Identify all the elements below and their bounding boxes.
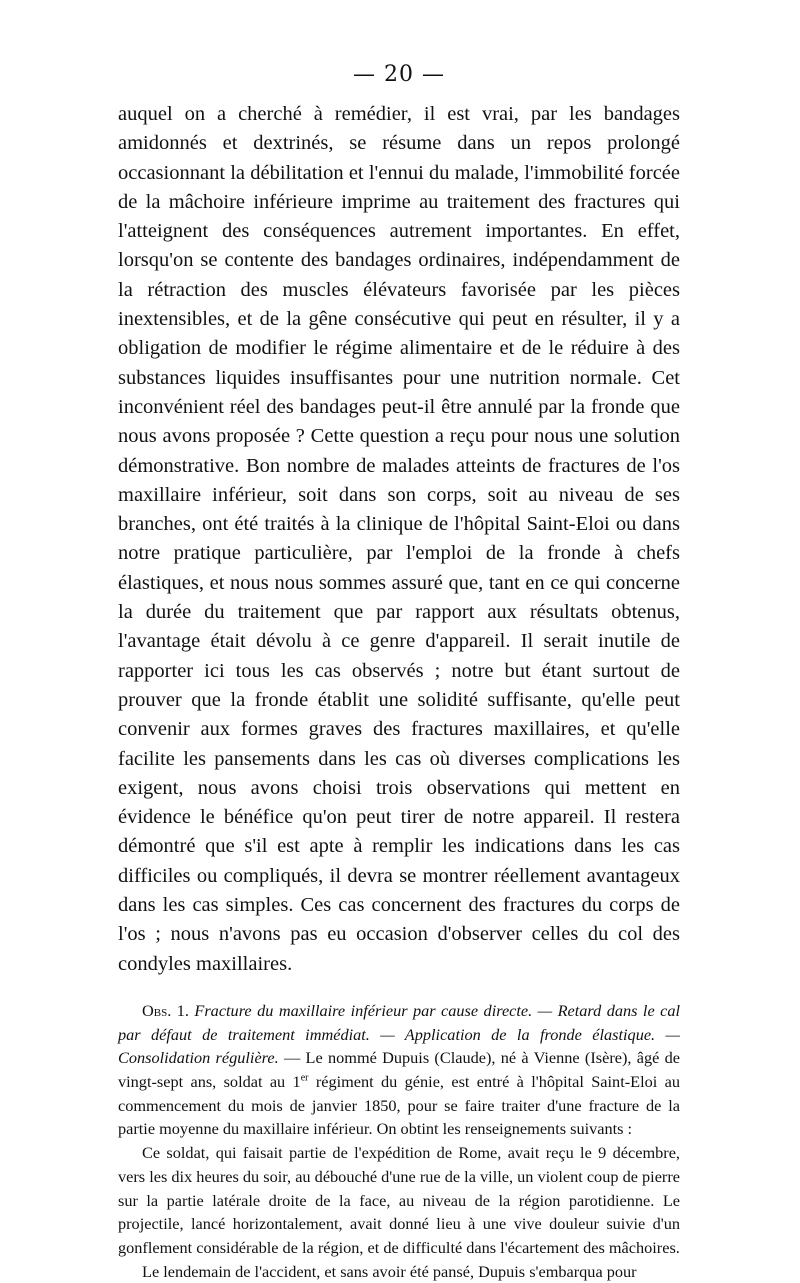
observation-paragraph	[118, 999, 680, 1141]
observation-text-end: régiment du génie, est entré à l'hôpital Saint-Eloi au commencement du mois de janvier 1850, pour se faire traiter d'une fracture de la partie moyenne du maxillaire inférieur. On obtint les renseignements suivants :	[118, 1072, 680, 1139]
observation-paragraph-3: Le lendemain de l'accident, et sans avoir été pansé, Dupuis s'embarqua pour	[142, 1261, 637, 1281]
ordinal-superscript: er	[300, 1072, 309, 1084]
observation-block	[118, 999, 680, 1141]
observation-title: Fracture du maxillaire inférieur par cause directe. — Retard dans le cal par défaut de traitement immédiat. — Application de la fronde élastique. — Consolidation régulière.	[118, 1000, 680, 1068]
page-number: — 20 —	[353, 62, 445, 87]
main-paragraph: auquel on a cherché à remédier, il est vrai, par les bandages amidonnés et dextrinés, se résume dans un repos prolongé occasionnant la débilitation et l'ennui du malade, l'immobilité forcée de la mâchoire inférieure imprime au traitement des fractures qui l'atteignent des conséquences autrement importantes. En effet, lorsqu'on se contente des bandages ordinaires, indépendamment de la rétraction des muscles élévateurs favorisée par les pièces inextensibles, et de la gêne consécutive qui peut en résulter, il y a obligation de modifier le régime alimentaire et de le réduire à des substances liquides insuffisantes pour une nutrition normale. Cet inconvénient réel des bandages peut-il être annulé par la fronde que nous avons proposée ? Cette question a reçu pour nous une solution démonstrative. Bon nombre de malades atteints de fractures de l'os maxillaire inférieur, soit dans son corps, soit au niveau de ses branches, ont été traités à la clinique de l'hôpital Saint-Eloi ou dans notre pratique particulière, par l'emploi de la fronde à chefs élastiques, et nous nous sommes assuré que, tant en ce qui concerne la durée du traitement que par rapport aux résultats obtenus, l'avantage était dévolu à ce genre d'appareil. Il serait inutile de rapporter ici tous les cas observés ; notre but étant surtout de prouver que la fronde établit une solidité suffisante, qu'elle peut convenir aux formes graves des fractures maxillaires, et qu'elle facilite les pansements dans les cas où diverses complications les exigent, nous avons choisi trois observations qui mettent en évidence le bénéfice qu'on peut tirer de notre appareil. Il restera démontré que s'il est apte à remplir les indications dans les cas difficiles ou compliqués, il devra se montrer réellement avantageux dans les cas simples. Ces cas concernent des fractures du corps de l'os ; nous n'avons pas eu occasion d'observer celles du col des condyles maxillaires.	[118, 103, 680, 975]
document-page	[118, 62, 680, 1283]
observation-paragraph-2: Ce soldat, qui faisait partie de l'expédition de Rome, avait reçu le 9 décembre, vers les dix heures du soir, au débouché d'une rue de la ville, un violent coup de pierre sur la partie latérale droite de la face, au niveau de la région parotidienne. Le projectile, lancé horizontalement, avait donné lieu à une vive douleur suivie d'un gonflement considérable de la région, et de difficulté dans l'écartement des mâchoires.	[118, 1143, 680, 1257]
observation-label: Obs. 1.	[142, 1000, 189, 1020]
observation-text-start: — Le nommé Dupuis (Claude), né à Vienne (Isère), âgé de vingt-sept ans, soldat au 1	[118, 1048, 680, 1092]
